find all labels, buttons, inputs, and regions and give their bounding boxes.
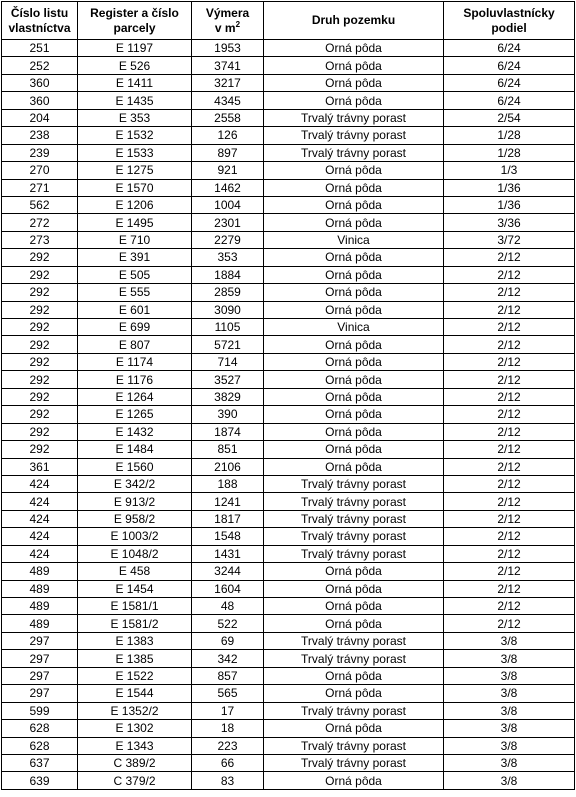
cell-area: 390 (192, 406, 264, 423)
cell-parcel: E 1176 (78, 371, 192, 388)
table-row (2, 545, 575, 562)
table-row (2, 720, 575, 737)
cell-lv-number: 599 (2, 702, 78, 719)
cell-lv-number: 252 (2, 57, 78, 74)
cell-share: 2/12 (444, 319, 575, 336)
cell-share: 2/12 (444, 615, 575, 632)
cell-land-type: Trvalý trávny porast (264, 493, 444, 510)
cell-share: 1/36 (444, 179, 575, 196)
table-row (2, 754, 575, 771)
table-row (2, 127, 575, 144)
cell-parcel: E 1544 (78, 685, 192, 702)
table-row (2, 162, 575, 179)
cell-land-type: Orná pôda (264, 580, 444, 597)
table-row (2, 423, 575, 440)
cell-parcel: E 1495 (78, 214, 192, 231)
table-row (2, 231, 575, 248)
cell-area: 522 (192, 615, 264, 632)
cell-lv-number: 292 (2, 336, 78, 353)
cell-area: 1105 (192, 319, 264, 336)
cell-area: 3829 (192, 388, 264, 405)
cell-share: 2/12 (444, 336, 575, 353)
cell-land-type: Orná pôda (264, 336, 444, 353)
cell-lv-number: 489 (2, 580, 78, 597)
cell-lv-number: 562 (2, 196, 78, 213)
cell-area: 1604 (192, 580, 264, 597)
cell-area: 1462 (192, 179, 264, 196)
cell-area: 353 (192, 249, 264, 266)
cell-area: 2859 (192, 284, 264, 301)
header-parcel-register (78, 2, 192, 40)
cell-share: 2/12 (444, 388, 575, 405)
table-row (2, 563, 575, 580)
cell-parcel: E 555 (78, 284, 192, 301)
cell-share: 1/28 (444, 144, 575, 161)
cell-share: 3/8 (444, 632, 575, 649)
cell-share: 2/12 (444, 406, 575, 423)
cell-land-type: Orná pôda (264, 57, 444, 74)
cell-area: 69 (192, 632, 264, 649)
cell-share: 2/12 (444, 423, 575, 440)
cell-parcel: E 505 (78, 266, 192, 283)
cell-share: 2/12 (444, 353, 575, 370)
cell-parcel: E 1522 (78, 667, 192, 684)
cell-area: 4345 (192, 92, 264, 109)
cell-parcel: E 353 (78, 109, 192, 126)
cell-area: 83 (192, 772, 264, 789)
cell-lv-number: 292 (2, 301, 78, 318)
cell-land-type: Orná pôda (264, 266, 444, 283)
cell-parcel: E 1435 (78, 92, 192, 109)
table-row (2, 109, 575, 126)
cell-share: 2/12 (444, 598, 575, 615)
cell-land-type: Orná pôda (264, 685, 444, 702)
cell-area: 2558 (192, 109, 264, 126)
cell-parcel: E 1003/2 (78, 528, 192, 545)
table-row (2, 266, 575, 283)
cell-area: 1431 (192, 545, 264, 562)
cell-land-type: Orná pôda (264, 667, 444, 684)
table-row (2, 301, 575, 318)
table-row (2, 772, 575, 789)
cell-lv-number: 292 (2, 423, 78, 440)
cell-parcel: E 958/2 (78, 510, 192, 527)
cell-parcel: E 458 (78, 563, 192, 580)
cell-lv-number: 271 (2, 179, 78, 196)
cell-lv-number: 424 (2, 510, 78, 527)
cell-land-type: Orná pôda (264, 772, 444, 789)
cell-parcel: E 1206 (78, 196, 192, 213)
cell-lv-number: 292 (2, 371, 78, 388)
cell-parcel: E 913/2 (78, 493, 192, 510)
table-row (2, 702, 575, 719)
cell-lv-number: 639 (2, 772, 78, 789)
cell-area: 18 (192, 720, 264, 737)
cell-parcel: E 1581/1 (78, 598, 192, 615)
table-row (2, 388, 575, 405)
cell-parcel: E 391 (78, 249, 192, 266)
cell-share: 1/28 (444, 127, 575, 144)
cell-lv-number: 204 (2, 109, 78, 126)
cell-share: 2/54 (444, 109, 575, 126)
cell-lv-number: 297 (2, 667, 78, 684)
table-row (2, 57, 575, 74)
cell-share: 6/24 (444, 57, 575, 74)
cell-share: 2/12 (444, 475, 575, 492)
cell-land-type: Orná pôda (264, 388, 444, 405)
cell-share: 6/24 (444, 92, 575, 109)
header-land-type (264, 2, 444, 40)
cell-land-type: Orná pôda (264, 563, 444, 580)
table-row (2, 598, 575, 615)
cell-share: 3/8 (444, 685, 575, 702)
cell-share: 2/12 (444, 580, 575, 597)
cell-land-type: Orná pôda (264, 40, 444, 57)
cell-parcel: E 1533 (78, 144, 192, 161)
cell-lv-number: 424 (2, 493, 78, 510)
cell-land-type: Orná pôda (264, 458, 444, 475)
cell-land-type: Orná pôda (264, 92, 444, 109)
cell-parcel: E 1411 (78, 74, 192, 91)
header-line-2: vlastníctva (8, 20, 71, 35)
cell-share: 3/8 (444, 667, 575, 684)
table-row (2, 179, 575, 196)
header-line-1: Číslo listu (10, 5, 69, 20)
table-row (2, 319, 575, 336)
header-line-2: podiel (491, 20, 527, 35)
cell-share: 2/12 (444, 266, 575, 283)
cell-share: 2/12 (444, 371, 575, 388)
table-row (2, 615, 575, 632)
cell-lv-number: 424 (2, 528, 78, 545)
cell-parcel: E 1302 (78, 720, 192, 737)
cell-land-type: Trvalý trávny porast (264, 702, 444, 719)
cell-share: 2/12 (444, 493, 575, 510)
cell-land-type: Trvalý trávny porast (264, 144, 444, 161)
table-row (2, 441, 575, 458)
cell-area: 5721 (192, 336, 264, 353)
cell-area: 1953 (192, 40, 264, 57)
cell-land-type: Orná pôda (264, 179, 444, 196)
cell-parcel: E 710 (78, 231, 192, 248)
cell-area: 1004 (192, 196, 264, 213)
header-line-1: Druh pozemku (311, 13, 396, 27)
table-row (2, 249, 575, 266)
cell-area: 17 (192, 702, 264, 719)
cell-area: 223 (192, 737, 264, 754)
cell-area: 1884 (192, 266, 264, 283)
cell-area: 2301 (192, 214, 264, 231)
cell-parcel: E 526 (78, 57, 192, 74)
cell-area: 2279 (192, 231, 264, 248)
cell-lv-number: 628 (2, 737, 78, 754)
table-row (2, 336, 575, 353)
cell-share: 2/12 (444, 545, 575, 562)
cell-lv-number: 292 (2, 249, 78, 266)
cell-parcel: E 1570 (78, 179, 192, 196)
cell-area: 66 (192, 754, 264, 771)
table-row (2, 632, 575, 649)
cell-area: 1874 (192, 423, 264, 440)
cell-land-type: Trvalý trávny porast (264, 650, 444, 667)
cell-lv-number: 272 (2, 214, 78, 231)
table-row (2, 667, 575, 684)
cell-lv-number: 239 (2, 144, 78, 161)
cell-land-type: Trvalý trávny porast (264, 109, 444, 126)
header-line-2: v m (214, 20, 236, 35)
cell-lv-number: 292 (2, 284, 78, 301)
cell-land-type: Orná pôda (264, 249, 444, 266)
header-line-2: parcely (113, 20, 156, 35)
cell-share: 1/3 (444, 162, 575, 179)
cell-parcel: E 1383 (78, 632, 192, 649)
cell-area: 2106 (192, 458, 264, 475)
cell-land-type: Orná pôda (264, 301, 444, 318)
cell-land-type: Orná pôda (264, 371, 444, 388)
header-lv-number (2, 2, 78, 40)
cell-area: 3090 (192, 301, 264, 318)
cell-land-type: Orná pôda (264, 441, 444, 458)
cell-parcel: E 1484 (78, 441, 192, 458)
cell-parcel: E 1454 (78, 580, 192, 597)
table-row (2, 737, 575, 754)
cell-share: 3/8 (444, 650, 575, 667)
table-row (2, 510, 575, 527)
cell-lv-number: 297 (2, 632, 78, 649)
cell-lv-number: 238 (2, 127, 78, 144)
cell-land-type: Orná pôda (264, 74, 444, 91)
cell-share: 2/12 (444, 249, 575, 266)
table-row (2, 196, 575, 213)
cell-parcel: E 601 (78, 301, 192, 318)
cell-area: 851 (192, 441, 264, 458)
cell-area: 921 (192, 162, 264, 179)
table-header (2, 2, 575, 40)
cell-land-type: Orná pôda (264, 284, 444, 301)
cell-parcel: E 1275 (78, 162, 192, 179)
cell-land-type: Orná pôda (264, 353, 444, 370)
cell-parcel: E 1265 (78, 406, 192, 423)
cell-parcel: C 379/2 (78, 772, 192, 789)
land-parcels-table (1, 1, 575, 790)
table-row (2, 144, 575, 161)
cell-share: 1/36 (444, 196, 575, 213)
cell-area: 1548 (192, 528, 264, 545)
cell-land-type: Orná pôda (264, 615, 444, 632)
cell-lv-number: 270 (2, 162, 78, 179)
table-row (2, 40, 575, 57)
header-line-1: Spoluvlastnícky (463, 5, 555, 20)
table-row (2, 353, 575, 370)
table-row (2, 214, 575, 231)
cell-lv-number: 292 (2, 441, 78, 458)
table-row (2, 74, 575, 91)
table-row (2, 685, 575, 702)
cell-area: 126 (192, 127, 264, 144)
cell-parcel: E 807 (78, 336, 192, 353)
cell-land-type: Orná pôda (264, 196, 444, 213)
table-row (2, 650, 575, 667)
cell-parcel: E 1560 (78, 458, 192, 475)
cell-land-type: Trvalý trávny porast (264, 510, 444, 527)
cell-parcel: E 1264 (78, 388, 192, 405)
table-row (2, 92, 575, 109)
cell-lv-number: 251 (2, 40, 78, 57)
cell-land-type: Orná pôda (264, 406, 444, 423)
cell-parcel: E 1581/2 (78, 615, 192, 632)
table-body (2, 40, 575, 790)
cell-lv-number: 297 (2, 685, 78, 702)
cell-parcel: E 342/2 (78, 475, 192, 492)
cell-area: 48 (192, 598, 264, 615)
cell-share: 3/8 (444, 737, 575, 754)
land-table-container (1, 1, 575, 790)
cell-share: 2/12 (444, 458, 575, 475)
table-row (2, 528, 575, 545)
cell-lv-number: 489 (2, 615, 78, 632)
cell-area: 3217 (192, 74, 264, 91)
header-row (2, 2, 575, 40)
cell-land-type: Orná pôda (264, 162, 444, 179)
cell-share: 2/12 (444, 301, 575, 318)
cell-lv-number: 360 (2, 92, 78, 109)
cell-land-type: Orná pôda (264, 598, 444, 615)
cell-parcel: E 1385 (78, 650, 192, 667)
cell-share: 3/8 (444, 702, 575, 719)
cell-lv-number: 361 (2, 458, 78, 475)
cell-share: 6/24 (444, 74, 575, 91)
cell-lv-number: 292 (2, 319, 78, 336)
cell-area: 342 (192, 650, 264, 667)
cell-land-type: Trvalý trávny porast (264, 632, 444, 649)
cell-land-type: Orná pôda (264, 423, 444, 440)
table-row (2, 475, 575, 492)
cell-share: 3/36 (444, 214, 575, 231)
cell-parcel: C 389/2 (78, 754, 192, 771)
table-row (2, 284, 575, 301)
cell-area: 188 (192, 475, 264, 492)
cell-area: 1817 (192, 510, 264, 527)
cell-share: 2/12 (444, 510, 575, 527)
cell-parcel: E 1343 (78, 737, 192, 754)
cell-area: 3741 (192, 57, 264, 74)
cell-land-type: Orná pôda (264, 214, 444, 231)
cell-land-type: Trvalý trávny porast (264, 127, 444, 144)
cell-parcel: E 1352/2 (78, 702, 192, 719)
cell-lv-number: 297 (2, 650, 78, 667)
cell-share: 2/12 (444, 284, 575, 301)
cell-land-type: Trvalý trávny porast (264, 737, 444, 754)
cell-parcel: E 1532 (78, 127, 192, 144)
table-row (2, 580, 575, 597)
header-area (192, 2, 264, 40)
cell-area: 897 (192, 144, 264, 161)
cell-lv-number: 292 (2, 388, 78, 405)
cell-land-type: Trvalý trávny porast (264, 754, 444, 771)
cell-land-type: Trvalý trávny porast (264, 475, 444, 492)
header-share (444, 2, 575, 40)
cell-area: 714 (192, 353, 264, 370)
cell-area: 565 (192, 685, 264, 702)
cell-share: 6/24 (444, 40, 575, 57)
cell-land-type: Trvalý trávny porast (264, 528, 444, 545)
cell-area: 3244 (192, 563, 264, 580)
cell-lv-number: 489 (2, 598, 78, 615)
cell-lv-number: 360 (2, 74, 78, 91)
cell-area: 857 (192, 667, 264, 684)
cell-parcel: E 1197 (78, 40, 192, 57)
cell-parcel: E 1432 (78, 423, 192, 440)
cell-land-type: Trvalý trávny porast (264, 545, 444, 562)
cell-share: 2/12 (444, 528, 575, 545)
cell-share: 3/72 (444, 231, 575, 248)
cell-area: 1241 (192, 493, 264, 510)
cell-share: 3/8 (444, 754, 575, 771)
cell-parcel: E 699 (78, 319, 192, 336)
cell-share: 2/12 (444, 563, 575, 580)
header-superscript: 2 (235, 19, 241, 29)
cell-lv-number: 292 (2, 266, 78, 283)
header-line-1: Register a číslo (90, 5, 179, 20)
cell-land-type: Vinica (264, 231, 444, 248)
cell-land-type: Vinica (264, 319, 444, 336)
table-row (2, 406, 575, 423)
cell-share: 2/12 (444, 441, 575, 458)
cell-share: 3/8 (444, 772, 575, 789)
cell-lv-number: 489 (2, 563, 78, 580)
cell-lv-number: 637 (2, 754, 78, 771)
cell-lv-number: 292 (2, 406, 78, 423)
cell-share: 3/8 (444, 720, 575, 737)
cell-lv-number: 628 (2, 720, 78, 737)
cell-lv-number: 273 (2, 231, 78, 248)
table-row (2, 371, 575, 388)
header-line-1: Výmera (205, 5, 250, 20)
cell-lv-number: 292 (2, 353, 78, 370)
cell-parcel: E 1174 (78, 353, 192, 370)
cell-area: 3527 (192, 371, 264, 388)
cell-lv-number: 424 (2, 475, 78, 492)
cell-parcel: E 1048/2 (78, 545, 192, 562)
cell-lv-number: 424 (2, 545, 78, 562)
cell-land-type: Orná pôda (264, 720, 444, 737)
table-row (2, 458, 575, 475)
table-row (2, 493, 575, 510)
